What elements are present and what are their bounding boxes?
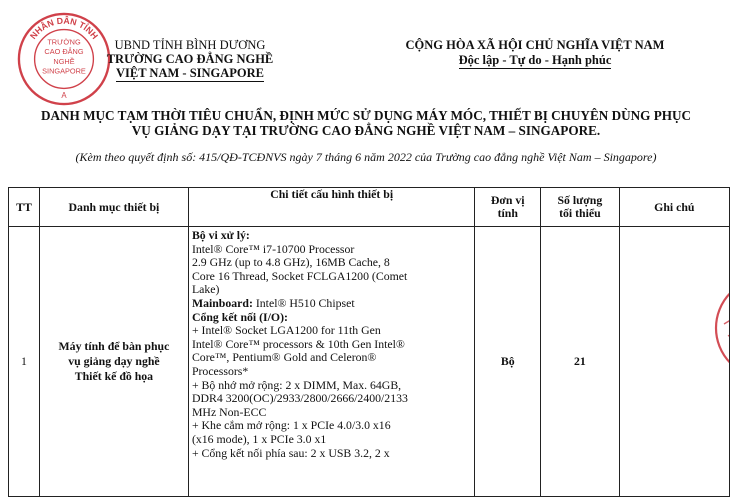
row-device-name bbox=[39, 227, 188, 497]
header-so-luong-line-2: tối thiểu bbox=[559, 206, 601, 220]
header-don-vi-line-1: Đơn vị bbox=[490, 193, 525, 207]
row-unit: Bộ bbox=[475, 227, 541, 497]
device-name-line-3: Thiết kế đồ họa bbox=[74, 369, 154, 383]
cpu-line: 2.9 GHz (up to 4.8 GHz), 16MB Cache, 8 bbox=[191, 255, 390, 270]
header-ghi-chu: Ghi chú bbox=[619, 188, 729, 227]
row-tt: 1 bbox=[9, 227, 40, 497]
header-don-vi-line-2: tính bbox=[497, 206, 518, 220]
row-quantity: 21 bbox=[541, 227, 620, 497]
svg-text:TRƯỜNG: TRƯỜNG bbox=[47, 37, 81, 47]
row-config-details bbox=[188, 227, 474, 497]
device-name-line-1: Máy tính để bàn phục bbox=[58, 339, 170, 353]
io-line: MHz Non-ECC bbox=[191, 404, 267, 419]
document-subtitle: (Kèm theo quyết định số: 415/QĐ-TCĐNVS ngày 7 tháng 6 năm 2022 của Trường cao đẳng nghề Việt Nam – Singapore) bbox=[75, 150, 657, 164]
mainboard-line bbox=[192, 297, 471, 311]
svg-text:NGHỀ: NGHỀ bbox=[53, 56, 75, 66]
svg-text:CAO ĐẲNG: CAO ĐẲNG bbox=[44, 47, 84, 57]
mainboard-value: Intel® H510 Chipset bbox=[252, 295, 355, 310]
table-row bbox=[9, 227, 730, 497]
national-header bbox=[365, 38, 705, 69]
table-header-row bbox=[9, 188, 730, 227]
svg-text:SINGAPORE: SINGAPORE bbox=[42, 66, 86, 76]
svg-text:NHÂN DÂN TỈNH: NHÂN DÂN TỈNH bbox=[27, 15, 101, 41]
issuer-line-1: UBND TỈNH BÌNH DƯƠNG bbox=[114, 38, 266, 52]
national-title: CỘNG HÒA XÃ HỘI CHỦ NGHĨA VIỆT NAM bbox=[405, 38, 665, 52]
io-line: Core™, Pentium® Gold and Celeron® bbox=[191, 350, 377, 365]
io-line: + Bộ nhớ mở rộng: 2 x DIMM, Max. 64GB, bbox=[191, 377, 402, 392]
issuer-line-3: VIỆT NAM - SINGAPORE bbox=[115, 66, 265, 80]
io-heading: Cổng kết nối (I/O): bbox=[191, 309, 288, 324]
header-tt: TT bbox=[9, 188, 40, 227]
mainboard-label: Mainboard: bbox=[191, 295, 253, 310]
document-title-line-2: VỤ GIẢNG DẠY TẠI TRƯỜNG CAO ĐẲNG NGHỀ VIỆT NAM – SINGAPORE. bbox=[131, 123, 601, 138]
header-so-luong bbox=[541, 188, 620, 227]
cpu-heading: Bộ vi xử lý: bbox=[191, 228, 250, 242]
io-line: + Intel® Socket LGA1200 for 11th Gen bbox=[191, 323, 381, 338]
device-name-line-2: vụ giảng dạy nghề bbox=[68, 354, 160, 368]
national-motto: Độc lập - Tự do - Hạnh phúc bbox=[458, 53, 612, 67]
cpu-line: Intel® Core™ i7-10700 Processor bbox=[191, 241, 355, 256]
document-title bbox=[8, 108, 724, 138]
row-note bbox=[619, 227, 729, 497]
io-line: Intel® Core™ processors & 10th Gen Intel® bbox=[191, 336, 405, 351]
io-line: DDR4 3200(OC)/2933/2800/2666/2400/2133 bbox=[191, 391, 408, 406]
issuer-header bbox=[55, 38, 325, 82]
io-line: Processors* bbox=[191, 363, 249, 378]
equipment-table bbox=[8, 187, 730, 497]
document-title-line-1: DANH MỤC TẠM THỜI TIÊU CHUẨN, ĐỊNH MỨC SỬ DỤNG MÁY MÓC, THIẾT BỊ CHUYÊN DÙNG PHỤC bbox=[40, 108, 692, 123]
cpu-line: Core 16 Thread, Socket FCLGA1200 (Comet bbox=[191, 268, 408, 283]
issuer-line-2: TRƯỜNG CAO ĐẲNG NGHỀ bbox=[106, 52, 274, 66]
svg-text:A: A bbox=[61, 91, 67, 101]
cpu-line: Lake) bbox=[191, 282, 220, 297]
io-line: (x16 mode), 1 x PCIe 3.0 x1 bbox=[191, 431, 327, 446]
io-line: + Khe cắm mở rộng: 1 x PCIe 4.0/3.0 x16 bbox=[191, 418, 391, 433]
header-danh-muc: Danh mục thiết bị bbox=[39, 188, 188, 227]
header-so-luong-line-1: Số lượng bbox=[557, 193, 603, 207]
header-chi-tiet: Chi tiết cấu hình thiết bị bbox=[188, 188, 474, 227]
io-line: + Cổng kết nối phía sau: 2 x USB 3.2, 2 x bbox=[191, 445, 390, 460]
header-don-vi bbox=[475, 188, 541, 227]
